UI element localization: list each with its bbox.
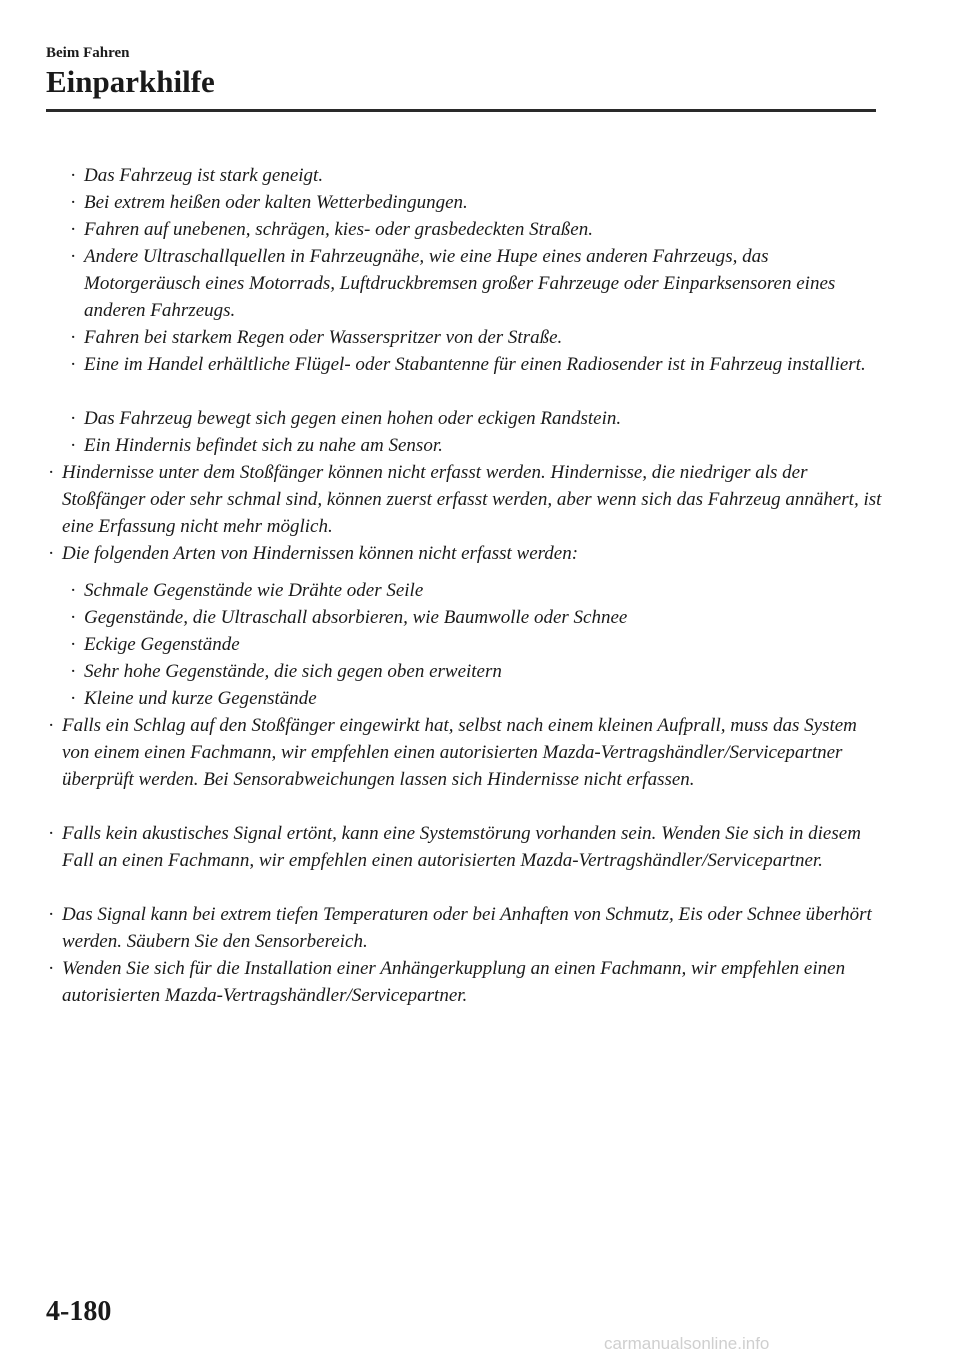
list-item-text: Eckige Gegenstände xyxy=(84,634,240,655)
bullet-icon: · xyxy=(70,354,77,375)
list-item xyxy=(48,459,884,540)
page-number: 4-180 xyxy=(46,1296,112,1327)
list-item-text: Das Fahrzeug bewegt sich gegen einen hohen oder eckigen Randstein. xyxy=(84,408,622,429)
list-item-text: Hindernisse unter dem Stoßfänger können nicht erfasst werden. Hindernisse, die niedriger als der Stoßfänger oder sehr schmal sind, können zuerst erfasst werden, aber wenn sich das Fahrzeug annähert, ist eine Erfassung nicht mehr möglich. xyxy=(62,462,882,537)
bullet-icon: · xyxy=(70,688,77,709)
list-item-text: Wenden Sie sich für die Installation einer Anhängerkupplung an einen Fachmann, wir empfehlen einen autorisierten Mazda-Vertragshändler/Servicepartner. xyxy=(62,958,846,1006)
list-item-text: Ein Hindernis befindet sich zu nahe am Sensor. xyxy=(84,435,443,456)
bullet-icon: · xyxy=(70,661,77,682)
list-item xyxy=(70,432,884,459)
list-item xyxy=(70,405,884,432)
list-item-text: Das Signal kann bei extrem tiefen Temperaturen oder bei Anhaften von Schmutz, Eis oder Schnee überhört werden. Säubern Sie den Sensorbereich. xyxy=(62,904,872,952)
list-item xyxy=(48,540,884,567)
bullet-icon: · xyxy=(70,408,77,429)
list-item xyxy=(48,901,884,955)
bullet-icon: · xyxy=(70,219,77,240)
bullet-icon: · xyxy=(70,327,77,348)
list-item-text: Fahren auf unebenen, schrägen, kies- oder grasbedeckten Straßen. xyxy=(84,219,593,240)
list-item-text: Bei extrem heißen oder kalten Wetterbedingungen. xyxy=(84,192,468,213)
list-item xyxy=(70,189,884,216)
list-item xyxy=(48,955,884,1009)
list-item xyxy=(70,162,884,189)
list-item-text: Fahren bei starkem Regen oder Wasserspritzer von der Straße. xyxy=(84,327,563,348)
bullet-icon: · xyxy=(70,435,77,456)
bullet-icon: · xyxy=(48,823,55,844)
list-item-text: Andere Ultraschallquellen in Fahrzeugnähe, wie eine Hupe eines anderen Fahrzeugs, das Motorgeräusch eines Motorrads, Luftdruckbremsen großer Fahrzeuge oder Einparksensoren eines anderen Fahrzeugs. xyxy=(84,246,836,321)
bullet-icon: · xyxy=(70,165,77,186)
list-item-text: Die folgenden Arten von Hindernissen können nicht erfasst werden: xyxy=(62,543,579,564)
list-item xyxy=(48,712,884,793)
bullet-icon: · xyxy=(48,958,55,979)
list-item-text: Kleine und kurze Gegenstände xyxy=(84,688,317,709)
list-item xyxy=(70,604,884,631)
list-item-text: Falls kein akustisches Signal ertönt, kann eine Systemstörung vorhanden sein. Wenden Sie sich in diesem Fall an einen Fachmann, wir empfehlen einen autorisierten Mazda-Vertragshändler/Servicepartner. xyxy=(62,823,861,871)
bullet-icon: · xyxy=(70,192,77,213)
list-item-text: Das Fahrzeug ist stark geneigt. xyxy=(84,165,324,186)
bullet-icon: · xyxy=(70,607,77,628)
watermark: carmanualsonline.info xyxy=(604,1334,770,1353)
page-title: Einparkhilfe xyxy=(46,64,215,99)
bullet-icon: · xyxy=(48,715,55,736)
bullet-icon: · xyxy=(70,634,77,655)
bullet-icon: · xyxy=(48,462,55,483)
list-item xyxy=(70,216,884,243)
list-item xyxy=(48,820,884,874)
list-item-text: Eine im Handel erhältliche Flügel- oder Stabantenne für einen Radiosender ist in Fahrzeug installiert. xyxy=(84,354,866,375)
list-item xyxy=(70,243,884,324)
bullet-icon: · xyxy=(48,904,55,925)
bullet-icon: · xyxy=(70,246,77,267)
list-item xyxy=(70,324,884,351)
list-item-text: Gegenstände, die Ultraschall absorbieren, wie Baumwolle oder Schnee xyxy=(84,607,628,628)
section-label: Beim Fahren xyxy=(46,45,130,61)
list-item xyxy=(70,685,884,712)
title-rule xyxy=(46,109,876,112)
list-item xyxy=(70,631,884,658)
bullet-icon: · xyxy=(70,580,77,601)
list-item xyxy=(70,351,884,378)
list-item-text: Sehr hohe Gegenstände, die sich gegen oben erweitern xyxy=(84,661,502,682)
list-item-text: Falls ein Schlag auf den Stoßfänger eingewirkt hat, selbst nach einem kleinen Aufprall, muss das System von einem einen Fachmann, wir empfehlen einen autorisierten Mazda-Vertragshändler/Servicepartner überprüft werden. Bei Sensorabweichungen lassen sich Hindernisse nicht erfassen. xyxy=(62,715,857,790)
bullet-icon: · xyxy=(48,543,55,564)
list-item xyxy=(70,577,884,604)
list-item-text: Schmale Gegenstände wie Drähte oder Seile xyxy=(84,580,424,601)
list-item xyxy=(70,658,884,685)
